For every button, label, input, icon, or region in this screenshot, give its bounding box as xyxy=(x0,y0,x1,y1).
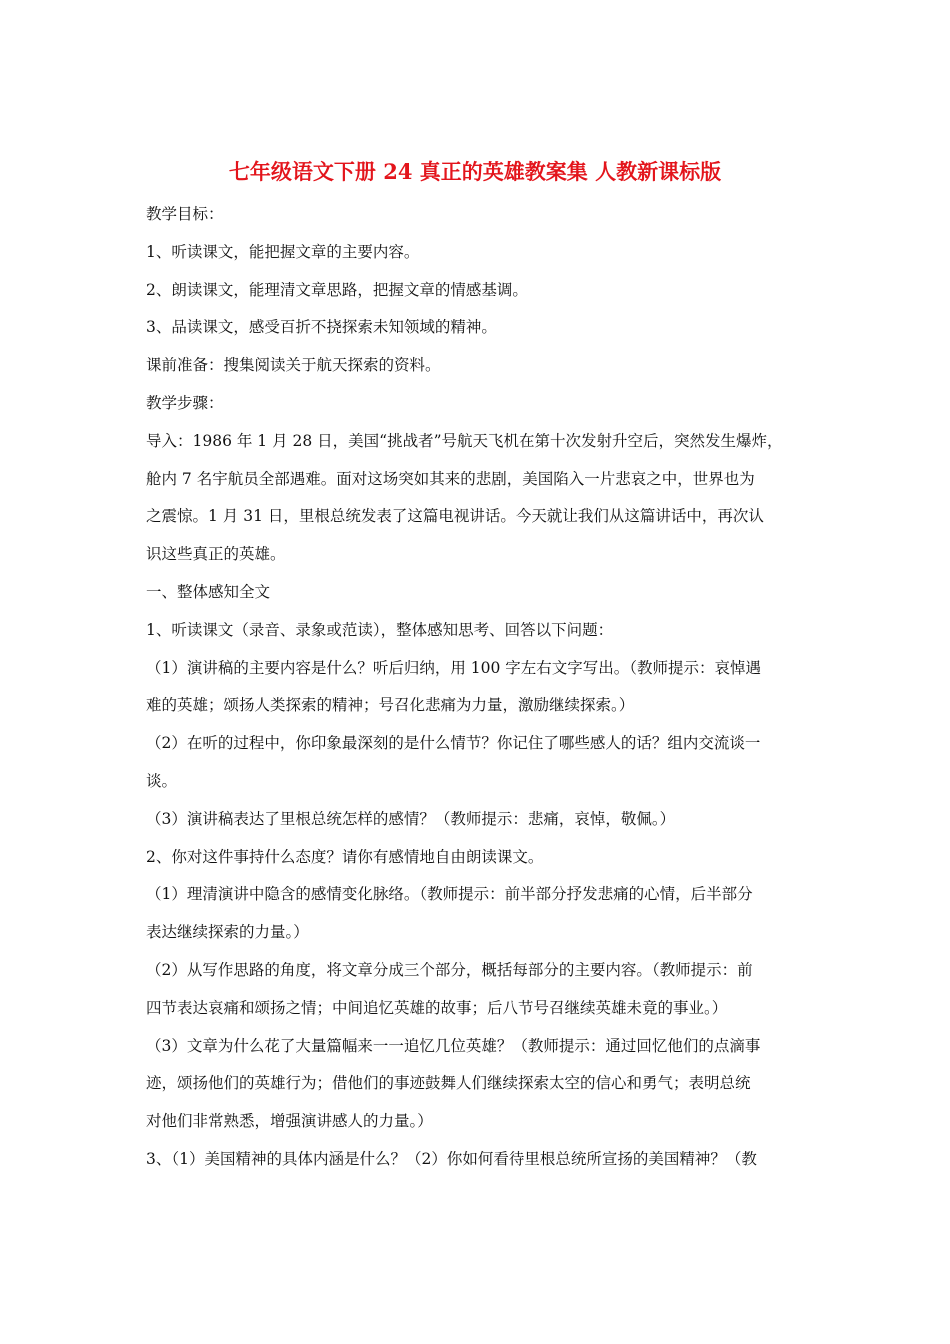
paragraph-line: 识这些真正的英雄。 xyxy=(146,545,286,564)
paragraph-line: 3、品读课文，感受百折不挠探索未知领域的精神。 xyxy=(146,318,497,337)
paragraph-line: 之震惊。1 月 31 日，里根总统发表了这篇电视讲话。今天就让我们从这篇讲话中，再次认 xyxy=(146,507,764,526)
paragraph-line: 导入：1986 年 1 月 28 日，美国“挑战者”号航天飞机在第十次发射升空后，突然发生爆炸， xyxy=(146,431,783,450)
paragraph-line: （3）演讲稿表达了里根总统怎样的感情？（教师提示：悲痛，哀悼，敬佩。） xyxy=(146,809,676,828)
paragraph-line: 谈。 xyxy=(146,771,178,790)
paragraph-line: （2）从写作思路的角度，将文章分成三个部分，概括每部分的主要内容。（教师提示：前 xyxy=(146,960,753,979)
document-title: 七年级语文下册 24 真正的英雄教案集 人教新课标版 xyxy=(228,159,722,184)
paragraph-line: 一、整体感知全文 xyxy=(146,582,271,601)
paragraph-line: （3）文章为什么花了大量篇幅来一一追忆几位英雄？（教师提示：通过回忆他们的点滴事 xyxy=(146,1036,761,1055)
paragraph-line: 表达继续探索的力量。） xyxy=(146,923,309,942)
paragraph-line: （1）演讲稿的主要内容是什么？听后归纳，用 100 字左右文字写出。（教师提示：哀悼遇 xyxy=(146,658,762,677)
paragraph-line: （1）理清演讲中隐含的感情变化脉络。（教师提示：前半部分抒发悲痛的心情，后半部分 xyxy=(146,885,753,904)
paragraph-line: 课前准备：搜集阅读关于航天探索的资料。 xyxy=(146,356,441,375)
paragraph-line: 教学目标： xyxy=(146,205,224,223)
paragraph-line: 2、你对这件事持什么态度？请你有感情地自由朗读课文。 xyxy=(146,847,544,866)
paragraph-line: 四节表达哀痛和颂扬之情；中间追忆英雄的故事；后八节号召继续英雄未竟的事业。） xyxy=(146,998,728,1017)
paragraph-line: 对他们非常熟悉，增强演讲感人的力量。） xyxy=(146,1112,433,1131)
paragraph-line: 舱内 7 名宇航员全部遇难。面对这场突如其来的悲剧，美国陷入一片悲哀之中，世界也为 xyxy=(146,469,755,488)
paragraph-line: 1、听读课文（录音、录象或范读），整体感知思考、回答以下问题： xyxy=(146,620,614,639)
paragraph-line: 教学步骤： xyxy=(146,393,224,412)
paragraph-line: 迹，颂扬他们的英雄行为；借他们的事迹鼓舞人们继续探索太空的信心和勇气；表明总统 xyxy=(146,1074,751,1093)
paragraph-line: 1、听读课文，能把握文章的主要内容。 xyxy=(146,242,420,261)
paragraph-line: 2、朗读课文，能理清文章思路，把握文章的情感基调。 xyxy=(146,280,528,299)
paragraph-line: 3、（1）美国精神的具体内涵是什么？（2）你如何看待里根总统所宣扬的美国精神？（教 xyxy=(146,1149,757,1168)
paragraph-line: 难的英雄；颂扬人类探索的精神；号召化悲痛为力量，激励继续探索。） xyxy=(146,696,635,715)
document-body xyxy=(146,196,812,1179)
paragraph-line: （2）在听的过程中，你印象最深刻的是什么情节？你记住了哪些感人的话？组内交流谈一 xyxy=(146,734,761,753)
